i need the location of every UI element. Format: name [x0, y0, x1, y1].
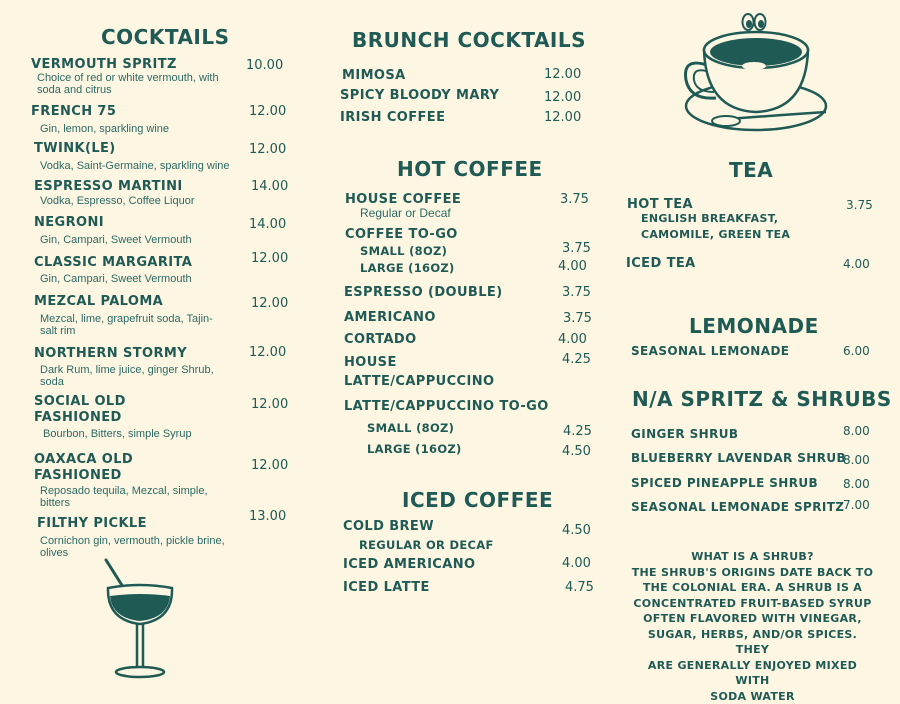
- cocktail-glass-icon: [100, 556, 180, 684]
- brunch-item-price: 12.00: [544, 67, 581, 82]
- hot-coffee-price: 3.75: [562, 285, 591, 300]
- na-title: N/A SPRITZ & SHRUBS: [632, 387, 892, 411]
- hot-coffee-price: 3.75: [563, 311, 592, 326]
- cocktail-price: 13.00: [249, 509, 286, 524]
- cocktail-name: MEZCAL PALOMA: [34, 294, 163, 309]
- shrub-note-line: THE SHRUB'S ORIGINS DATE BACK TO: [630, 565, 875, 581]
- hot-coffee-item: AMERICANO: [344, 310, 436, 325]
- cocktail-desc: Gin, Campari, Sweet Vermouth: [40, 234, 192, 246]
- na-price: 8.00: [843, 477, 870, 491]
- hot-coffee-size: LARGE (16OZ): [360, 261, 455, 275]
- na-item: GINGER SHRUB: [631, 427, 738, 441]
- cocktail-name: NEGRONI: [34, 215, 104, 230]
- lemonade-title: LEMONADE: [689, 314, 819, 338]
- hot-coffee-item: LATTE/CAPPUCCINO TO-GO: [344, 399, 549, 414]
- hot-coffee-price: 3.75: [560, 192, 589, 207]
- shrub-note-line: CONCENTRATED FRUIT-BASED SYRUP: [630, 596, 875, 612]
- iced-coffee-item: COLD BREW: [343, 519, 434, 534]
- cocktail-desc: Dark Rum, lime juice, ginger Shrub, soda: [40, 364, 220, 388]
- tea-title: TEA: [729, 158, 773, 182]
- hot-coffee-title: HOT COFFEE: [397, 157, 543, 181]
- cocktail-price: 12.00: [249, 345, 286, 360]
- tea-price: 4.00: [843, 257, 870, 271]
- cocktail-price: 12.00: [249, 104, 286, 119]
- cocktail-name: FILTHY PICKLE: [37, 516, 147, 531]
- cocktail-price: 12.00: [251, 251, 288, 266]
- na-price: 7.00: [843, 498, 870, 512]
- hot-coffee-sub: Regular or Decaf: [360, 207, 451, 219]
- tea-item: ICED TEA: [626, 256, 696, 271]
- na-item: SPICED PINEAPPLE SHRUB: [631, 476, 818, 490]
- tea-item: HOT TEA: [627, 197, 693, 212]
- na-price: 8.00: [843, 424, 870, 438]
- cocktail-price: 12.00: [249, 142, 286, 157]
- hot-coffee-size: SMALL (8OZ): [367, 421, 454, 435]
- shrub-note: [630, 549, 875, 704]
- cocktail-desc: Cornichon gin, vermouth, pickle brine, olives: [40, 535, 230, 559]
- shrub-note-line: SUGAR, HERBS, AND/OR SPICES. THEY: [630, 627, 875, 658]
- hot-coffee-item: HOUSE COFFEE: [345, 192, 461, 207]
- cocktail-desc: Vodka, Espresso, Coffee Liquor: [40, 195, 195, 207]
- hot-coffee-price: 4.50: [562, 444, 591, 459]
- brunch-item-price: 12.00: [544, 90, 581, 105]
- na-item: BLUEBERRY LAVENDAR SHRUB: [631, 451, 846, 465]
- shrub-note-line: OFTEN FLAVORED WITH VINEGAR,: [630, 611, 875, 627]
- cocktail-desc: Vodka, Saint-Germaine, sparkling wine: [40, 160, 230, 172]
- hot-coffee-price: 4.00: [558, 259, 587, 274]
- iced-coffee-item: ICED AMERICANO: [343, 557, 475, 572]
- tea-sub: CAMOMILE, GREEN TEA: [641, 228, 790, 241]
- coffee-cup-icon: [676, 8, 838, 136]
- brunch-item-price: 12.00: [544, 110, 581, 125]
- cocktail-name: ESPRESSO MARTINI: [34, 179, 183, 194]
- cocktail-name: VERMOUTH SPRITZ: [31, 57, 177, 72]
- cocktail-price: 12.00: [251, 458, 288, 473]
- brunch-item-name: SPICY BLOODY MARY: [340, 88, 499, 103]
- cocktail-desc: Gin, Campari, Sweet Vermouth: [40, 273, 192, 285]
- cocktail-name: OAXACA OLD FASHIONED: [34, 452, 154, 484]
- hot-coffee-price: 3.75: [562, 241, 591, 256]
- cocktail-price: 10.00: [246, 58, 283, 73]
- cocktail-desc: Bourbon, Bitters, simple Syrup: [43, 428, 192, 440]
- hot-coffee-price: 4.00: [558, 332, 587, 347]
- iced-coffee-item: ICED LATTE: [343, 580, 430, 595]
- na-item: SEASONAL LEMONADE SPRITZ: [631, 500, 844, 514]
- hot-coffee-item: ESPRESSO (DOUBLE): [344, 285, 503, 300]
- cocktail-name: TWINK(LE): [34, 141, 116, 156]
- lemonade-price: 6.00: [843, 344, 870, 358]
- brunch-item-name: IRISH COFFEE: [340, 110, 445, 125]
- cocktail-price: 14.00: [251, 179, 288, 194]
- cocktail-desc: Gin, lemon, sparkling wine: [40, 123, 169, 135]
- hot-coffee-item: COFFEE TO-GO: [345, 227, 458, 242]
- cocktail-price: 12.00: [251, 296, 288, 311]
- iced-coffee-price: 4.00: [562, 556, 591, 571]
- shrub-note-line: WHAT IS A SHRUB?: [630, 549, 875, 565]
- shrub-note-line: ARE GENERALLY ENJOYED MIXED WITH: [630, 658, 875, 689]
- iced-coffee-price: 4.75: [565, 580, 594, 595]
- cocktail-name: NORTHERN STORMY: [34, 346, 187, 361]
- iced-coffee-sub: REGULAR OR DECAF: [359, 538, 494, 552]
- brunch-item-name: MIMOSA: [342, 68, 406, 83]
- cocktail-name: SOCIAL OLD FASHIONED: [34, 394, 154, 426]
- na-price: 8.00: [843, 453, 870, 467]
- iced-coffee-price: 4.50: [562, 523, 591, 538]
- cocktail-desc: Reposado tequila, Mezcal, simple, bitters: [40, 485, 220, 509]
- cocktail-price: 12.00: [251, 397, 288, 412]
- cocktail-desc: Choice of red or white vermouth, with soda and citrus: [37, 72, 237, 96]
- hot-coffee-price: 4.25: [563, 424, 592, 439]
- hot-coffee-size: SMALL (8OZ): [360, 244, 447, 258]
- shrub-note-line: THE COLONIAL ERA. A SHRUB IS A: [630, 580, 875, 596]
- hot-coffee-item: HOUSE: [344, 355, 397, 370]
- hot-coffee-price: 4.25: [562, 352, 591, 367]
- cocktail-name: FRENCH 75: [31, 104, 116, 119]
- iced-coffee-title: ICED COFFEE: [402, 488, 553, 512]
- tea-sub: ENGLISH BREAKFAST,: [641, 212, 778, 225]
- hot-coffee-size: LARGE (16OZ): [367, 442, 462, 456]
- cocktail-price: 14.00: [249, 217, 286, 232]
- cocktails-title: COCKTAILS: [101, 25, 230, 49]
- hot-coffee-item: LATTE/CAPPUCCINO: [344, 374, 494, 389]
- shrub-note-line: SODA WATER: [630, 689, 875, 704]
- hot-coffee-item: CORTADO: [344, 332, 417, 347]
- brunch-title: BRUNCH COCKTAILS: [352, 28, 586, 52]
- cocktail-desc: Mezcal, lime, grapefruit soda, Tajin-salt rim: [40, 313, 225, 337]
- lemonade-item: SEASONAL LEMONADE: [631, 344, 789, 358]
- tea-price: 3.75: [846, 198, 873, 212]
- cocktail-name: CLASSIC MARGARITA: [34, 255, 192, 270]
